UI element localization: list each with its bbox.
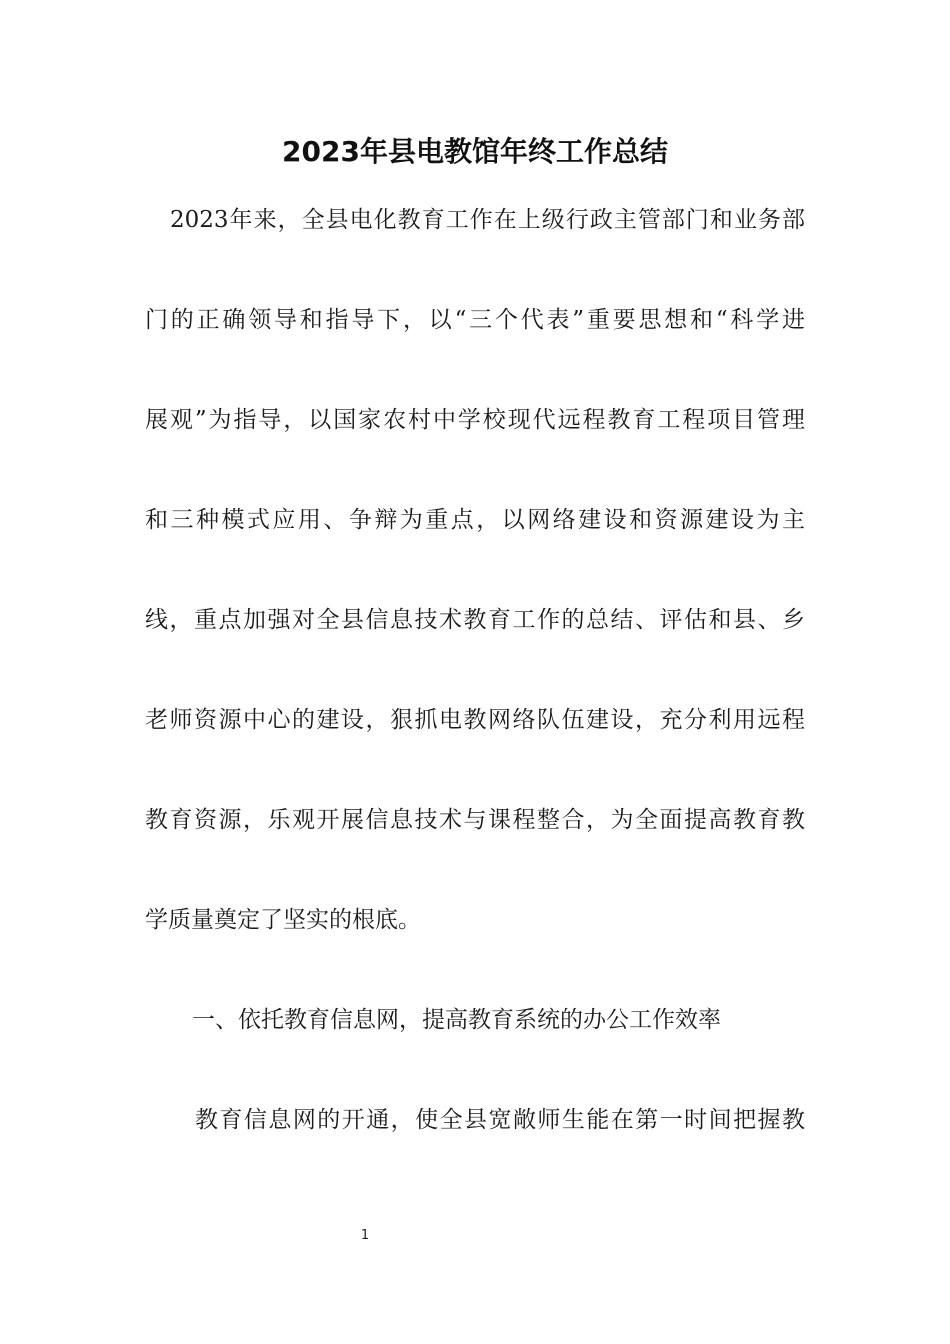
- paragraph-line: 2023年来，全县电化教育工作在上级行政主管部门和业务部: [170, 207, 805, 233]
- paragraph-line: 门的正确领导和指导下，以“三个代表”重要思想和“科学进: [145, 307, 805, 333]
- paragraph-line: 教育资源，乐观开展信息技术与课程整合，为全面提高教育教: [145, 807, 805, 833]
- paragraph-line: 线，重点加强对全县信息技术教育工作的总结、评估和县、乡: [145, 607, 805, 633]
- document-title: 2023年县电教馆年终工作总结: [282, 135, 668, 168]
- paragraph-line: 教育信息网的开通，使全县宽敞师生能在第一时间把握教: [195, 1107, 805, 1133]
- paragraph-line: 学质量奠定了坚实的根底。: [145, 907, 421, 933]
- paragraph-line: 老师资源中心的建设，狠抓电教网络队伍建设，充分利用远程: [145, 707, 805, 733]
- paragraph-line: 展观”为指导，以国家农村中学校现代远程教育工程项目管理: [145, 407, 805, 433]
- page-number: 1: [360, 1228, 370, 1243]
- section-heading: 一、依托教育信息网，提高教育系统的办公工作效率: [192, 1007, 721, 1033]
- paragraph-line: 和三种模式应用、争辩为重点，以网络建设和资源建设为主: [145, 507, 805, 533]
